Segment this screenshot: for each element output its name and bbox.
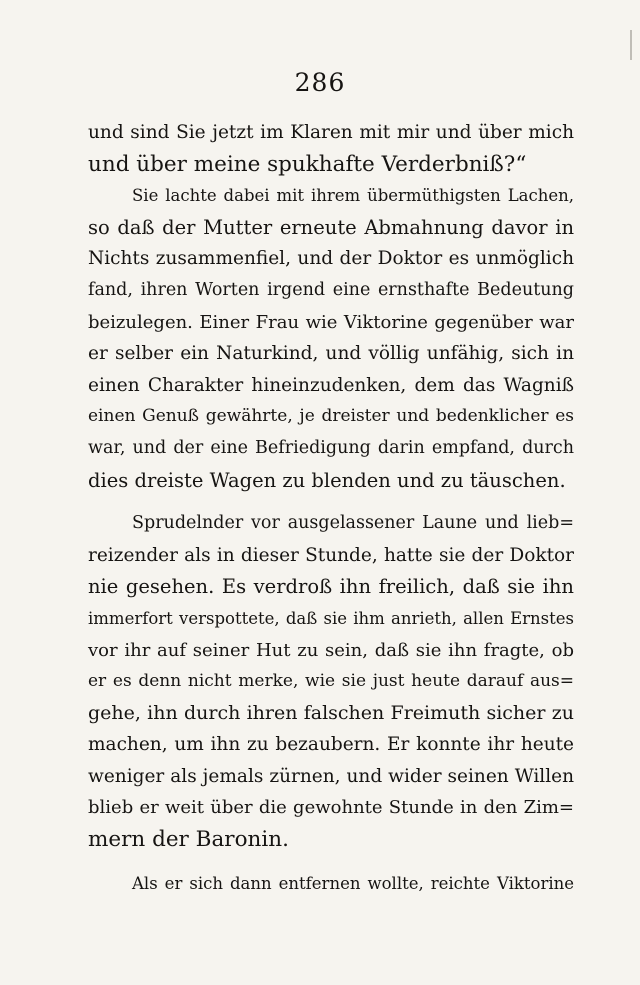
- text-line: machen, um ihn zu bezaubern. Er konnte ihr heute: [88, 734, 574, 756]
- text-line: reizender als in dieser Stunde, hatte sie der Doktor: [88, 544, 574, 566]
- text-line: er es denn nicht merke, wie sie just heute darauf aus=: [88, 671, 574, 692]
- text-line: weniger als jemals zürnen, und wider seinen Willen: [88, 765, 574, 787]
- text-line: war, und der eine Befriedigung darin empfand, durch: [88, 437, 574, 458]
- text-line: er selber ein Naturkind, und völlig unfähig, sich in: [88, 343, 574, 365]
- text-line: und über meine spukhafte Verderbniß?“: [88, 151, 527, 177]
- text-line: nie gesehen. Es verdroß ihn freilich, daß sie ihn: [88, 575, 574, 599]
- text-line: Nichts zusammenfiel, und der Doktor es unmöglich: [88, 248, 574, 270]
- text-line: so daß der Mutter erneute Abmahnung davor in: [88, 215, 574, 239]
- paragraph-gap: [88, 856, 574, 868]
- text-line: mern der Baronin.: [88, 827, 289, 853]
- text-line: dies dreiste Wagen zu blenden und zu täuschen.: [88, 468, 566, 492]
- page-edge-shadow: [630, 30, 632, 60]
- text-line: vor ihr auf seiner Hut zu sein, daß sie ihn fragte, ob: [88, 639, 574, 661]
- text-line: einen Charakter hineinzudenken, dem das Wagniß: [88, 374, 574, 396]
- text-line: Als er sich dann entfernen wollte, reichte Viktorine: [132, 873, 574, 893]
- text-line: fand, ihren Worten irgend eine ernsthafte Bedeutung: [88, 279, 574, 300]
- text-line: Sprudelnder vor ausgelassener Laune und lieb=: [132, 513, 574, 534]
- text-line: blieb er weit über die gewohnte Stunde in den Zim=: [88, 797, 574, 819]
- text-line: beizulegen. Einer Frau wie Viktorine gegenüber war: [88, 311, 574, 333]
- page-number: 286: [294, 68, 346, 97]
- body-text: [88, 117, 574, 899]
- text-line: Sie lachte dabei mit ihrem übermüthigsten Lachen,: [132, 186, 574, 206]
- paragraph-gap: [88, 496, 574, 508]
- text-line: immerfort verspottete, daß sie ihm anrieth, allen Ernstes: [88, 608, 574, 628]
- text-line: gehe, ihn durch ihren falschen Freimuth sicher zu: [88, 701, 574, 724]
- text-line: und sind Sie jetzt im Klaren mit mir und über mich: [88, 122, 574, 143]
- text-line: einen Genuß gewährte, je dreister und bedenklicher es: [88, 406, 574, 427]
